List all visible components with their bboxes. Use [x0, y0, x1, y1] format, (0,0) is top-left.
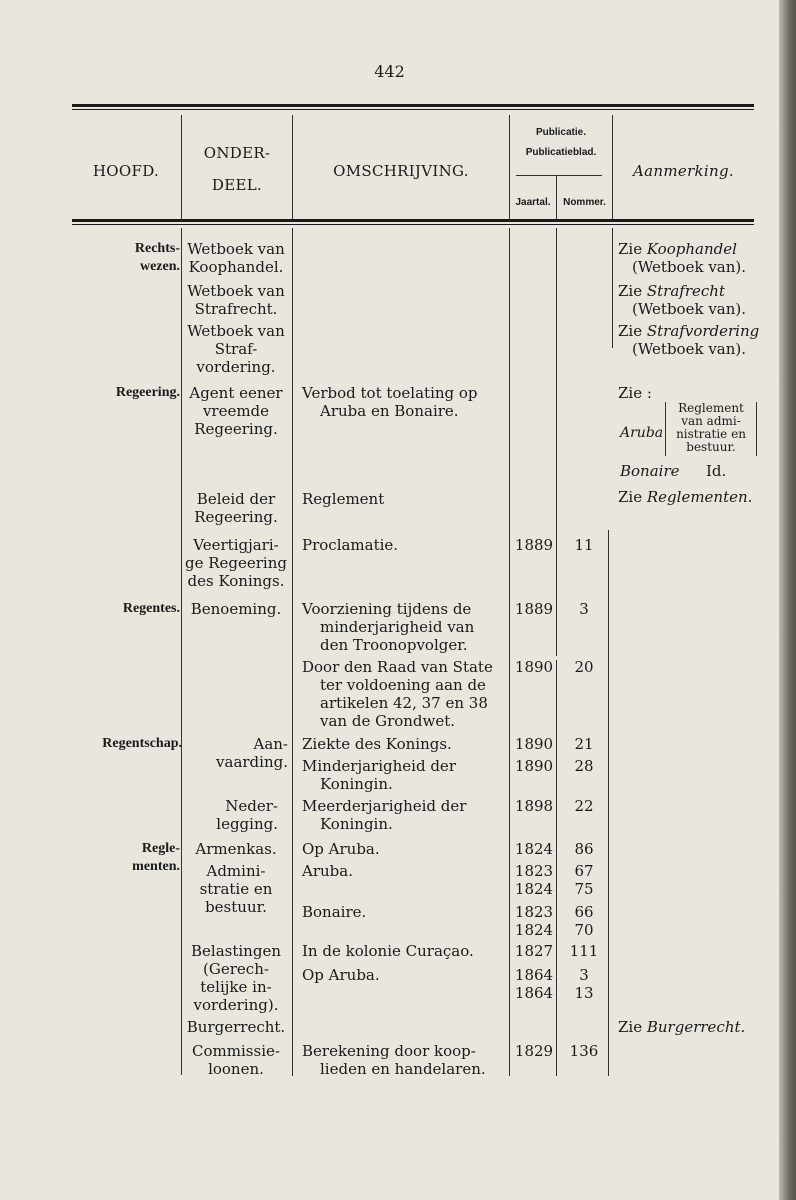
- onderdeel-cell: [180, 735, 288, 771]
- hoofd-rechtswezen: [72, 240, 180, 276]
- aanmerking-zie: Zie: [618, 282, 647, 300]
- onderdeel-line: stratie en: [199, 880, 273, 898]
- omschrijving-cell: Op Aruba.: [302, 840, 380, 858]
- aanmerking-ref: Koophandel: [646, 240, 737, 258]
- hoofd-regentes: Regentes.: [122, 601, 180, 616]
- top-rule: [72, 104, 754, 107]
- aanmerking-zie: Zie: [618, 1018, 647, 1036]
- omschrijving-line: Aruba en Bonaire.: [320, 402, 459, 420]
- onderdeel-line: Veertigjari-: [193, 536, 279, 554]
- aanmerking-ref: Reglementen.: [646, 488, 753, 506]
- onderdeel-line: vordering).: [193, 996, 279, 1014]
- nommer-cell: 21: [574, 735, 594, 753]
- onderdeel-cell: [180, 282, 292, 318]
- brace-line: Reglement: [678, 401, 744, 415]
- onderdeel-cell: [180, 797, 278, 833]
- hoofd-reglementen: [72, 840, 180, 876]
- onderdeel-line: Strafrecht.: [194, 300, 278, 318]
- onderdeel-cell: [180, 862, 292, 916]
- aanmerking-aruba: Aruba: [620, 425, 664, 441]
- onderdeel-cell: [180, 240, 292, 276]
- omschrijving-cell: Aruba.: [302, 862, 353, 880]
- nommer-cell: 28: [574, 757, 594, 775]
- aanmerking-line: (Wetboek van).: [632, 340, 747, 358]
- onderdeel-line: Koophandel.: [188, 258, 284, 276]
- aanmerking-cell: [618, 240, 760, 276]
- col-divider: [292, 228, 293, 1076]
- onderdeel-line: legging.: [216, 815, 278, 833]
- omschrijving-cell: Proclamatie.: [302, 536, 399, 554]
- jaartal-cell: 1890: [514, 658, 554, 676]
- jaartal-cell: 1823: [514, 862, 554, 880]
- onderdeel-cell: [180, 600, 292, 618]
- jaartal-cell: 1824: [514, 880, 554, 898]
- col-divider: [556, 660, 557, 1076]
- jaartal-cell: 1889: [514, 600, 554, 618]
- omschrijving-line: van de Grondwet.: [320, 712, 456, 730]
- onderdeel-line: Beleid der: [196, 490, 276, 508]
- aanmerking-zie-label: Zie :: [618, 384, 652, 402]
- onderdeel-cell: [180, 322, 292, 376]
- jaartal-cell: 1864: [514, 984, 554, 1002]
- brace-line: van admi-: [681, 414, 741, 428]
- header-bottom-rule: [72, 219, 754, 222]
- header-nommer: Nommer.: [563, 197, 606, 208]
- onderdeel-line: Armenkas.: [195, 840, 277, 858]
- omschrijving-line: Door den Raad van State: [302, 658, 493, 676]
- nommer-cell: 66: [574, 903, 594, 921]
- aanmerking-ref: Strafrecht: [646, 282, 725, 300]
- header-bottom-rule-thin: [72, 224, 754, 225]
- omschrijving-cell: Op Aruba.: [302, 966, 380, 984]
- omschrijving-line: Koningin.: [320, 775, 393, 793]
- jaartal-cell: 1890: [514, 757, 554, 775]
- onderdeel-line: Wetboek van: [187, 322, 285, 340]
- omschrijving-cell: Bonaire.: [302, 903, 367, 921]
- onderdeel-line: vreemde: [202, 402, 270, 420]
- header-onderdeel-2: DEEL.: [211, 176, 263, 194]
- brace-line: nistratie en: [676, 427, 746, 441]
- onderdeel-line: Burgerrecht.: [186, 1018, 286, 1036]
- omschrijving-cell: [302, 797, 502, 833]
- jaartal-cell: 1827: [514, 942, 554, 960]
- nommer-cell: 3: [579, 966, 589, 984]
- nommer-cell: 13: [574, 984, 594, 1002]
- header-jaartal: Jaartal.: [515, 197, 551, 208]
- onderdeel-line: bestuur.: [205, 898, 267, 916]
- nommer-cell: 111: [569, 942, 599, 960]
- col-divider: [612, 228, 613, 348]
- jaartal-cell: 1823: [514, 903, 554, 921]
- onderdeel-line: Regeering.: [194, 420, 278, 438]
- onderdeel-line: ge Regeering: [184, 554, 287, 572]
- omschrijving-line: Koningin.: [320, 815, 393, 833]
- onderdeel-line: loonen.: [208, 1060, 264, 1078]
- aanmerking-line: (Wetboek van).: [632, 300, 747, 318]
- onderdeel-line: Regeering.: [194, 508, 278, 526]
- omschrijving-line: Verbod tot toelating op: [302, 384, 478, 402]
- jaartal-cell: 1890: [514, 735, 554, 753]
- onderdeel-cell: [180, 1042, 292, 1078]
- hoofd-line: menten.: [132, 859, 180, 874]
- hoofd-line: wezen.: [139, 259, 180, 274]
- jaartal-cell: 1824: [514, 840, 554, 858]
- onderdeel-line: Wetboek van: [187, 282, 285, 300]
- omschrijving-cell: Ziekte des Konings.: [302, 735, 452, 753]
- nommer-cell: 70: [574, 921, 594, 939]
- onderdeel-cell: [180, 384, 292, 438]
- onderdeel-cell: [180, 840, 292, 858]
- aanmerking-ref: Strafvordering: [646, 322, 760, 340]
- jaartal-cell: 1824: [514, 921, 554, 939]
- nommer-cell: 86: [574, 840, 594, 858]
- onderdeel-line: Straf-: [214, 340, 258, 358]
- omschrijving-cell: [302, 600, 502, 654]
- onderdeel-line: Agent eener: [189, 384, 283, 402]
- omschrijving-line: Voorziening tijdens de: [302, 600, 472, 618]
- onderdeel-line: telijke in-: [200, 978, 272, 996]
- page-edge: [779, 0, 796, 1200]
- onderdeel-line: Neder-: [225, 797, 278, 815]
- onderdeel-line: des Konings.: [187, 572, 285, 590]
- header-hoofd: HOOFD.: [92, 162, 160, 180]
- aanmerking-zie: Zie: [618, 240, 647, 258]
- onderdeel-line: Belastingen: [191, 942, 281, 960]
- onderdeel-cell: [180, 1018, 292, 1036]
- onderdeel-cell: [180, 942, 292, 1014]
- header-publicatieblad: Publicatieblad.: [525, 147, 597, 158]
- aanmerking-cell: [618, 488, 760, 506]
- omschrijving-line: lieden en handelaren.: [320, 1060, 486, 1078]
- onderdeel-line: Commissie-: [192, 1042, 280, 1060]
- onderdeel-line: Admini-: [206, 862, 266, 880]
- omschrijving-cell: [302, 757, 502, 793]
- onderdeel-line: vaarding.: [216, 753, 288, 771]
- brace-line: bestuur.: [686, 440, 736, 454]
- aanmerking-zie: Zie: [618, 488, 647, 506]
- hoofd-regentschap: Regentschap.: [102, 736, 182, 751]
- hoofd-line: Regle-: [141, 841, 180, 856]
- top-rule-thin: [72, 109, 754, 110]
- omschrijving-line: Minderjarigheid der: [302, 757, 456, 775]
- nommer-cell: 3: [579, 600, 589, 618]
- omschrijving-cell: [302, 384, 502, 420]
- aanmerking-bonaire: Bonaire: [620, 462, 680, 480]
- header-onderdeel-1: ONDER-: [203, 144, 271, 162]
- col-divider: [181, 115, 182, 219]
- page-number: 442: [374, 62, 405, 81]
- onderdeel-line: Benoeming.: [190, 600, 282, 618]
- aanmerking-cell: [618, 322, 760, 358]
- nommer-cell: 11: [574, 536, 594, 554]
- jaartal-cell: 1898: [514, 797, 554, 815]
- col-divider: [509, 228, 510, 1076]
- omschrijving-cell: [302, 658, 502, 730]
- aanmerking-id: Id.: [706, 462, 727, 480]
- col-divider: [556, 228, 557, 656]
- aanmerking-line: (Wetboek van).: [632, 258, 747, 276]
- nommer-cell: 136: [569, 1042, 599, 1060]
- onderdeel-line: Wetboek van: [187, 240, 285, 258]
- omschrijving-line: artikelen 42, 37 en 38: [320, 694, 488, 712]
- omschrijving-cell: Reglement: [302, 490, 385, 508]
- onderdeel-cell: [180, 490, 292, 526]
- nommer-cell: 20: [574, 658, 594, 676]
- aanmerking-ref: Burgerrecht.: [646, 1018, 746, 1036]
- jaartal-cell: 1829: [514, 1042, 554, 1060]
- omschrijving-line: Meerderjarigheid der: [302, 797, 467, 815]
- pub-rule: [516, 175, 602, 176]
- onderdeel-line: (Gerech-: [203, 960, 269, 978]
- omschrijving-line: den Troonopvolger.: [320, 636, 468, 654]
- aanmerking-cell: [618, 1018, 760, 1036]
- onderdeel-line: Aan-: [253, 735, 288, 753]
- hoofd-regeering: Regeering.: [115, 385, 180, 400]
- aanmerking-zie: Zie: [618, 322, 647, 340]
- aanmerking-cell: [618, 282, 760, 318]
- omschrijving-line: ter voldoening aan de: [320, 676, 486, 694]
- jaartal-cell: 1864: [514, 966, 554, 984]
- nommer-cell: 67: [574, 862, 594, 880]
- header-aanmerking: Aanmerking.: [633, 162, 734, 180]
- header-publicatie: Publicatie.: [535, 127, 586, 138]
- jaartal-cell: 1889: [514, 536, 554, 554]
- hoofd-line: Rechts-: [134, 241, 180, 256]
- onderdeel-cell: [180, 536, 292, 590]
- omschrijving-cell: [302, 1042, 502, 1078]
- onderdeel-line: vordering.: [196, 358, 276, 376]
- header-omschrijving: OMSCHRIJVING.: [333, 162, 469, 180]
- omschrijving-cell: In de kolonie Curaçao.: [302, 942, 474, 960]
- aanmerking-brace-text: [668, 402, 754, 454]
- omschrijving-line: Berekening door koop-: [302, 1042, 476, 1060]
- omschrijving-line: minderjarigheid van: [320, 618, 475, 636]
- nommer-cell: 22: [574, 797, 594, 815]
- nommer-cell: 75: [574, 880, 594, 898]
